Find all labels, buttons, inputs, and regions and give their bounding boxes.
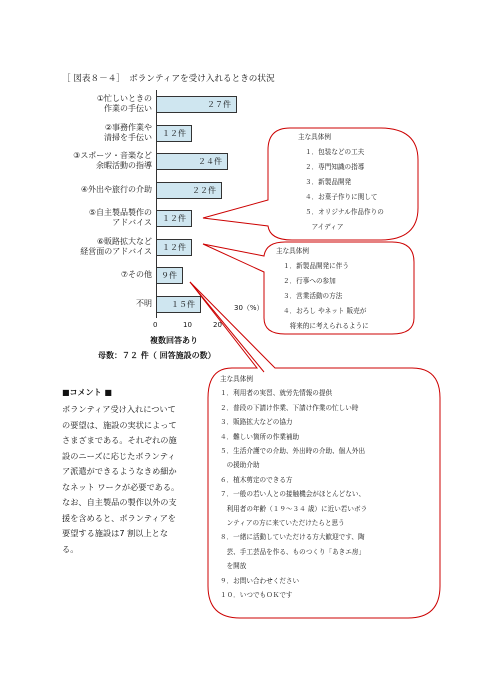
callout-3-connector — [190, 282, 264, 372]
x-tick-label: 10 — [183, 321, 192, 329]
category-label: ⑦その他 — [120, 270, 152, 280]
callout-2-item: ２．行事への参加 — [283, 277, 336, 285]
category-label: 不明 — [136, 298, 152, 308]
callout-1-item: １．包装などの工夫 — [305, 148, 365, 156]
comment-line: ア派遣ができるようなきめ細か — [62, 466, 177, 476]
callout-3-item: ５．生活介護での介助、外出時の介助、個人外出 — [220, 447, 366, 456]
bar-value-label: ２４件 — [198, 157, 222, 167]
category-label: ⑥販路拡大など 経営面のアドバイス — [80, 236, 152, 256]
callout-3-item: １．利用者の実習、就労先情報の提供 — [220, 389, 333, 398]
callout-3-item: ６．植木剪定のできる方 — [220, 475, 293, 484]
callout-2-item: ４．おろし やネット 販売が — [283, 307, 367, 315]
comment-line: の要望は、施設の実状によって — [62, 419, 177, 430]
comment-line: 援を含めると、ボランティアを — [62, 512, 176, 523]
callout-3-heading: 主な具体例 — [220, 375, 253, 383]
callout-1-item: ５．オリジナル作品作りの — [305, 208, 384, 216]
figure-title: ［ 図表８－４］ ボランティアを受け入れるときの状況 — [62, 74, 275, 84]
multiple-answers-note: 複数回答あり — [150, 336, 198, 345]
comment-line: なお、自主製品の製作以外の支 — [62, 497, 177, 507]
callout-1-item: アイディア — [305, 223, 344, 231]
sample-size-note: 母数：７２ 件（ 回答施設の数） — [98, 351, 216, 360]
callout-3-item: ４．難しい箇所の作業補助 — [220, 432, 300, 441]
callout-1 — [298, 130, 384, 235]
category-label: ①忙しいときの 作業の手伝い — [96, 94, 152, 114]
callout-3-item: ３．販路拡大などの協力 — [220, 418, 293, 427]
callout-2-heading: 主な具体例 — [276, 247, 309, 255]
callout-3-item: ７．一般の若い人との接触機会がほとんどない、 — [220, 490, 366, 499]
callout-3-item: を開放 — [220, 562, 247, 571]
bar-value-label: １２件 — [162, 128, 186, 138]
category-label: ④外出や旅行の介助 — [80, 184, 152, 194]
category-label: ②事務作業や 清掃を手伝い — [104, 122, 152, 142]
bar-value-label: ２７件 — [207, 100, 231, 110]
callout-2-item: 将来的に考えられるように — [283, 322, 369, 330]
callout-3-item: ８．一緒に活動していただける方大歓迎です、陶 — [220, 533, 365, 542]
x-axis-unit-label: 30（%） — [234, 304, 264, 312]
callout-1-item: ２．専門知識の指導 — [305, 163, 365, 171]
callout-2 — [276, 244, 369, 334]
bar-value-label: ９件 — [161, 271, 177, 281]
callout-1-item: ４．お菓子作りに関して — [305, 193, 378, 201]
comment-line: さまざまである。それぞれの施 — [62, 435, 177, 445]
x-tick-label: 20 — [213, 321, 222, 329]
bar-value-label: ２２件 — [192, 185, 216, 195]
comment-line: ボランティア受け入れについて — [62, 404, 176, 414]
callout-2-item: ３．営業活動の方法 — [283, 292, 343, 300]
comment-line: 設のニーズに応じたボランティ — [62, 450, 176, 461]
callout-3-item: 芸、手工芸品を作る、ものつくり「あきエ房」 — [220, 547, 366, 556]
callout-1-heading: 主な具体例 — [298, 133, 331, 141]
comment-line: なネット ワークが必要である。 — [62, 481, 180, 492]
callout-3 — [220, 372, 367, 603]
callout-3-item: １０．いつでもＯＫです — [220, 591, 293, 600]
bar-value-label: １２件 — [162, 214, 186, 224]
callout-2-item: １．新製品開発に伴う — [283, 262, 349, 270]
comment-line: 要望する施設は7 割以上とな — [62, 528, 169, 538]
callout-3-item: ２．普段の下請け作業、下請け作業の忙しい時 — [220, 403, 359, 412]
bar-value-label: １２件 — [162, 242, 186, 252]
callout-3-item: ンティアの方に来ていただけたらと思う — [220, 519, 345, 528]
category-label: ③スポーツ・音楽など 余暇活動の指導 — [73, 151, 152, 171]
x-tick-label: 0 — [153, 321, 158, 329]
callout-1-item: ３．新製品開発 — [305, 178, 352, 186]
comment-heading: ■コメント ■ — [62, 388, 112, 397]
callout-3-item: の援助介助 — [220, 461, 260, 470]
category-label: ⑤自主製品製作の アドバイス — [88, 208, 152, 228]
comment-line: る。 — [62, 543, 79, 554]
bar-value-label: １５件 — [171, 299, 195, 309]
callout-3-item: ９．お問い合わせください — [220, 576, 300, 585]
callout-3-item: 利用者の年齢（１９～３４ 歳）に近い若いボラ — [220, 504, 368, 513]
